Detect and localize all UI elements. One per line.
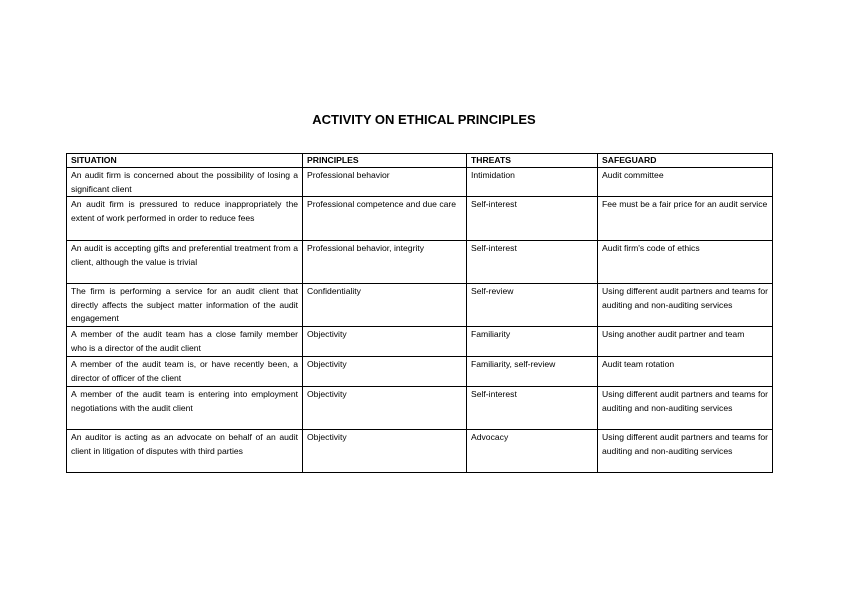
- cell-safeguard: Audit committee: [598, 168, 773, 197]
- cell-situation: The firm is performing a service for an audit client that directly affects the subject matter information of the audit engagement: [67, 284, 303, 327]
- cell-safeguard: Using different audit partners and teams for auditing and non-auditing services: [598, 284, 773, 327]
- cell-threats: Self-review: [467, 284, 598, 327]
- cell-principles: Objectivity: [303, 387, 467, 430]
- table-row: [67, 168, 773, 197]
- cell-situation: An audit firm is pressured to reduce inappropriately the extent of work performed in order to reduce fees: [67, 197, 303, 241]
- cell-situation: A member of the audit team is, or have recently been, a director of officer of the client: [67, 357, 303, 387]
- cell-safeguard: Audit team rotation: [598, 357, 773, 387]
- header-threats: THREATS: [467, 154, 598, 168]
- cell-situation: A member of the audit team is entering into employment negotiations with the audit client: [67, 387, 303, 430]
- cell-principles: Confidentiality: [303, 284, 467, 327]
- table-row: [67, 357, 773, 387]
- cell-principles: Professional behavior, integrity: [303, 241, 467, 284]
- cell-threats: Self-interest: [467, 197, 598, 241]
- cell-situation: A member of the audit team has a close family member who is a director of the audit client: [67, 327, 303, 357]
- page-title: ACTIVITY ON ETHICAL PRINCIPLES: [312, 112, 536, 127]
- cell-safeguard: Using different audit partners and teams for auditing and non-auditing services: [598, 387, 773, 430]
- table-row: [67, 387, 773, 430]
- table-header-row: [67, 154, 773, 168]
- header-situation: SITUATION: [67, 154, 303, 168]
- cell-situation: An audit firm is concerned about the possibility of losing a significant client: [67, 168, 303, 197]
- cell-situation: An audit is accepting gifts and preferential treatment from a client, although the value is trivial: [67, 241, 303, 284]
- header-safeguard: SAFEGUARD: [598, 154, 773, 168]
- table-row: [67, 327, 773, 357]
- table-row: [67, 284, 773, 327]
- cell-safeguard: Using another audit partner and team: [598, 327, 773, 357]
- table-row: [67, 241, 773, 284]
- cell-threats: Intimidation: [467, 168, 598, 197]
- cell-safeguard: Using different audit partners and teams for auditing and non-auditing services: [598, 430, 773, 473]
- cell-threats: Advocacy: [467, 430, 598, 473]
- cell-threats: Self-interest: [467, 241, 598, 284]
- cell-threats: Self-interest: [467, 387, 598, 430]
- cell-principles: Objectivity: [303, 357, 467, 387]
- cell-principles: Professional competence and due care: [303, 197, 467, 241]
- cell-principles: Professional behavior: [303, 168, 467, 197]
- cell-principles: Objectivity: [303, 327, 467, 357]
- ethical-principles-table: [66, 153, 773, 473]
- cell-safeguard: Fee must be a fair price for an audit service: [598, 197, 773, 241]
- cell-situation: An auditor is acting as an advocate on behalf of an audit client in litigation of disputes with third parties: [67, 430, 303, 473]
- table-row: [67, 430, 773, 473]
- cell-threats: Familiarity, self-review: [467, 357, 598, 387]
- cell-safeguard: Audit firm's code of ethics: [598, 241, 773, 284]
- header-principles: PRINCIPLES: [303, 154, 467, 168]
- cell-threats: Familiarity: [467, 327, 598, 357]
- table-row: [67, 197, 773, 241]
- cell-principles: Objectivity: [303, 430, 467, 473]
